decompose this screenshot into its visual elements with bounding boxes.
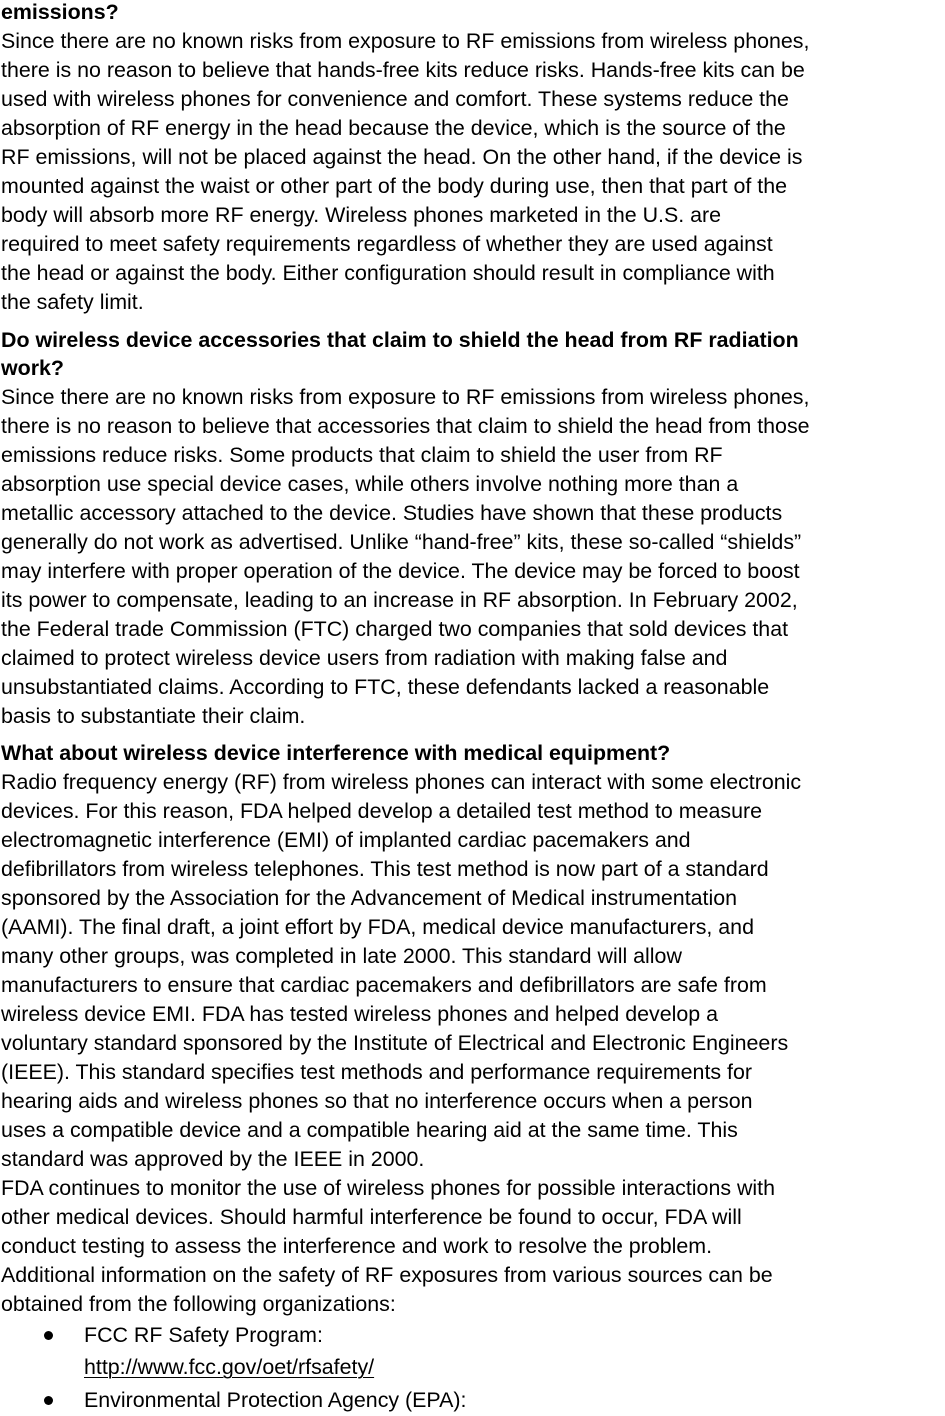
para1-line: Since there are no known risks from exposure to RF emissions from wireless phones, — [1, 29, 810, 53]
para3-line: (IEEE). This standard specifies test methods and performance requirements for — [1, 1060, 753, 1084]
para1-line: mounted against the waist or other part of the body during use, then that part of the — [1, 174, 788, 198]
para2-line: claimed to protect wireless device users from radiation with making false and — [1, 646, 728, 670]
para1-line: RF emissions, will not be placed against the head. On the other hand, if the device is — [1, 145, 803, 169]
bullet-label: Environmental Protection Agency (EPA): — [84, 1388, 467, 1412]
heading-emissions-tail: emissions? — [1, 0, 119, 24]
para3-line: many other groups, was completed in late 2000. This standard will allow — [1, 944, 682, 968]
para1-line: body will absorb more RF energy. Wireless phones marketed in the U.S. are — [1, 203, 722, 227]
para2-line: generally do not work as advertised. Unlike “hand-free” kits, these so-called “shields” — [1, 530, 802, 554]
para3-line: wireless device EMI. FDA has tested wireless phones and helped develop a — [1, 1002, 718, 1026]
para5-line: Additional information on the safety of RF exposures from various sources can be — [1, 1263, 773, 1287]
bullet-dot-icon — [44, 1396, 53, 1405]
para3-line: voluntary standard sponsored by the Institute of Electrical and Electronic Engineers — [1, 1031, 789, 1055]
para3-line: manufacturers to ensure that cardiac pacemakers and defibrillators are safe from — [1, 973, 767, 997]
para3-line: defibrillators from wireless telephones. This test method is now part of a standard — [1, 857, 769, 881]
heading-medical: What about wireless device interference with medical equipment? — [1, 741, 671, 765]
para3-line: electromagnetic interference (EMI) of implanted cardiac pacemakers and — [1, 828, 691, 852]
para3-line: standard was approved by the IEEE in 2000. — [1, 1147, 425, 1171]
para3-line: uses a compatible device and a compatible hearing aid at the same time. This — [1, 1118, 738, 1142]
fcc-rfsafety-link[interactable]: http://www.fcc.gov/oet/rfsafety/ — [84, 1355, 375, 1379]
para2-line: Since there are no known risks from exposure to RF emissions from wireless phones, — [1, 385, 810, 409]
para1-line: there is no reason to believe that hands-free kits reduce risks. Hands-free kits can be — [1, 58, 805, 82]
para3-line: devices. For this reason, FDA helped develop a detailed test method to measure — [1, 799, 762, 823]
para2-line: basis to substantiate their claim. — [1, 704, 306, 728]
para3-line: Radio frequency energy (RF) from wireless phones can interact with some electronic — [1, 770, 802, 794]
para2-line: emissions reduce risks. Some products that claim to shield the user from RF — [1, 443, 723, 467]
para2-line: unsubstantiated claims. According to FTC, these defendants lacked a reasonable — [1, 675, 770, 699]
para2-line: absorption use special device cases, while others involve nothing more than a — [1, 472, 739, 496]
para2-line: may interfere with proper operation of the device. The device may be forced to boost — [1, 559, 800, 583]
para1-line: required to meet safety requirements regardless of whether they are used against — [1, 232, 773, 256]
para2-line: the Federal trade Commission (FTC) charged two companies that sold devices that — [1, 617, 789, 641]
para4-line: other medical devices. Should harmful interference be found to occur, FDA will — [1, 1205, 742, 1229]
para1-line: absorption of RF energy in the head because the device, which is the source of the — [1, 116, 786, 140]
para1-line: the head or against the body. Either configuration should result in compliance with — [1, 261, 775, 285]
para1-line: the safety limit. — [1, 290, 144, 314]
para3-line: sponsored by the Association for the Advancement of Medical instrumentation — [1, 886, 738, 910]
para1-line: used with wireless phones for convenience and comfort. These systems reduce the — [1, 87, 789, 111]
bullet-label: FCC RF Safety Program: — [84, 1323, 323, 1347]
para4-line: FDA continues to monitor the use of wireless phones for possible interactions with — [1, 1176, 776, 1200]
para3-line: (AAMI). The final draft, a joint effort by FDA, medical device manufacturers, and — [1, 915, 754, 939]
para5-line: obtained from the following organizations: — [1, 1292, 396, 1316]
para2-line: there is no reason to believe that accessories that claim to shield the head from those — [1, 414, 810, 438]
bullet-dot-icon — [44, 1331, 53, 1340]
para2-line: metallic accessory attached to the device. Studies have shown that these products — [1, 501, 783, 525]
para3-line: hearing aids and wireless phones so that no interference occurs when a person — [1, 1089, 753, 1113]
heading-shield: Do wireless device accessories that claim to shield the head from RF radiation — [1, 328, 799, 352]
heading-shield: work? — [1, 356, 64, 380]
para2-line: its power to compensate, leading to an increase in RF absorption. In February 2002, — [1, 588, 798, 612]
para4-line: conduct testing to assess the interference and work to resolve the problem. — [1, 1234, 713, 1258]
